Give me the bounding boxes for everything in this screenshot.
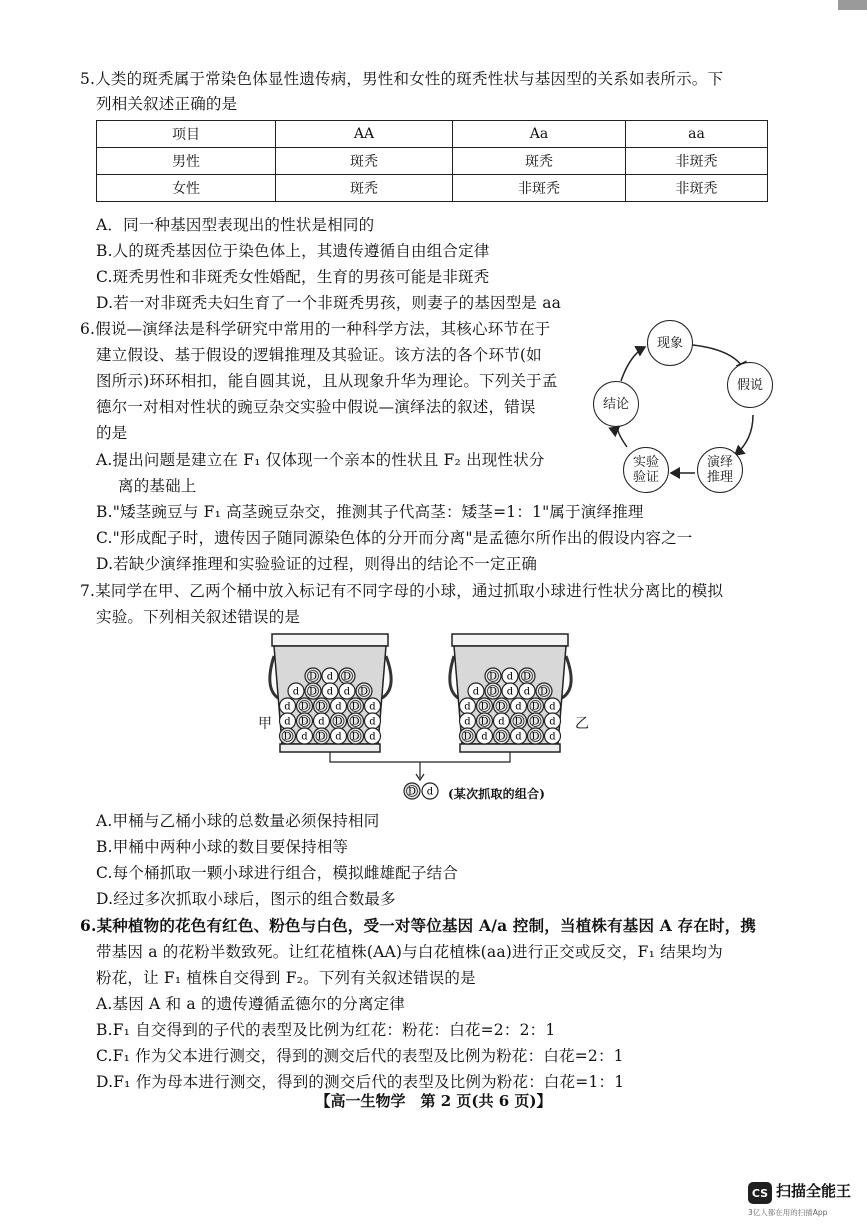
bucket-left-ball <box>331 713 347 729</box>
bucket-left-ball <box>331 698 347 714</box>
q6-option-a: A.提出问题是建立在 F₁ 仅体现一个亲本的性状且 F₂ 出现性状分 <box>96 451 545 469</box>
svg-text:d: d <box>549 716 556 728</box>
table-cell: 斑秃 <box>276 148 453 175</box>
bucket-left-ball <box>314 713 330 729</box>
bucket-right-ball <box>494 728 510 744</box>
svg-text:D: D <box>497 701 506 713</box>
svg-text:d: d <box>498 716 505 728</box>
svg-text:D: D <box>539 686 549 698</box>
svg-text:d: d <box>292 686 300 698</box>
hypothesis-deduction-cycle <box>585 315 785 495</box>
q6-stem-line1: 6.假说—演绎法是科学研究中常用的一种科学方法，其核心环节在于 <box>80 320 551 338</box>
page-footer: 【高一生物学 第 2 页(共 6 页)】 <box>315 1092 552 1110</box>
svg-text:d: d <box>301 731 308 743</box>
q8-stem-line1: 6.某种植物的花色有红色、粉色与白色，受一对等位基因 A/a 控制，当植株有基因 A 存在时，携 <box>80 916 757 935</box>
bucket-right-ball <box>511 728 527 744</box>
svg-text:D: D <box>317 701 326 713</box>
bucket-left-ball <box>348 698 364 714</box>
svg-text:D: D <box>480 701 489 713</box>
bucket-right-ball <box>528 713 544 729</box>
bucket-figure <box>250 628 590 808</box>
q8-stem-line2: 带基因 a 的花粉半数致死。让红花植株(AA)与白花植株(aa)进行正交或反交，F₁ 结果均为 <box>96 943 723 961</box>
svg-text:D: D <box>531 701 540 713</box>
svg-text:d: d <box>335 731 342 743</box>
bucket-left-ball <box>322 668 338 684</box>
table-cell: aa <box>626 121 768 148</box>
combo-ball-D <box>404 783 420 799</box>
table-row <box>97 148 768 175</box>
q7-option-a: A.甲桶与乙桶小球的总数量必须保持相同 <box>96 812 380 830</box>
svg-text:D: D <box>497 731 506 743</box>
svg-text:D: D <box>300 701 309 713</box>
bucket-right-ball <box>502 668 518 684</box>
bucket-right-ball <box>545 728 561 744</box>
table-cell: AA <box>276 121 453 148</box>
bucket-right-ball <box>485 683 501 699</box>
svg-text:d: d <box>284 716 291 728</box>
node-experiment-label: 实验验证 <box>632 455 659 485</box>
svg-text:d: d <box>515 701 522 713</box>
svg-text:D: D <box>308 686 318 698</box>
bucket-left-base <box>280 744 380 752</box>
svg-text:D: D <box>351 716 360 728</box>
q7-stem-line2: 实验。下列相关叙述错误的是 <box>96 608 301 626</box>
bucket-label-left: 甲 <box>258 716 273 732</box>
node-deduction-label: 演绎推理 <box>706 455 733 485</box>
bucket-left-ball <box>322 683 338 699</box>
bucket-drawing <box>250 628 590 808</box>
bucket-left-ball <box>280 713 296 729</box>
bucket-left-ball <box>339 668 355 684</box>
svg-text:d: d <box>284 701 291 713</box>
camscanner-tagline: 3亿人都在用的扫描App <box>748 1208 828 1217</box>
bucket-left-ball <box>365 713 381 729</box>
svg-text:d: d <box>426 786 434 798</box>
bucket-right-ball <box>468 683 484 699</box>
table-header-row <box>97 121 768 148</box>
bucket-right-ball <box>519 668 535 684</box>
svg-text:d: d <box>464 716 471 728</box>
table-cell: 斑秃 <box>453 148 626 175</box>
svg-text:D: D <box>342 671 352 683</box>
bucket-left-ball <box>305 683 321 699</box>
bucket-left-ball <box>280 728 296 744</box>
q7-option-c: C.每个桶抓取一颗小球进行组合，模拟雌雄配子结合 <box>96 864 459 882</box>
bucket-left-ball <box>356 683 372 699</box>
bucket-left-ball <box>314 698 330 714</box>
bucket-right-ball <box>494 713 510 729</box>
table-cell: 男性 <box>97 148 276 175</box>
bucket-left-ball <box>288 683 304 699</box>
q6-option-b: B."矮茎豌豆与 F₁ 高茎豌豆杂交，推测其子代高茎：矮茎=1：1"属于演绎推理 <box>96 503 644 521</box>
scan-edge <box>838 0 867 10</box>
q6-stem-line5: 的是 <box>96 424 128 442</box>
bucket-right-ball <box>528 698 544 714</box>
svg-text:d: d <box>369 731 376 743</box>
table-cell: 非斑秃 <box>626 148 768 175</box>
bucket-left-ball <box>348 713 364 729</box>
q7-option-b: B.甲桶中两种小球的数目要保持相等 <box>96 838 349 856</box>
bucket-right-ball <box>519 683 535 699</box>
svg-text:D: D <box>334 716 343 728</box>
q5-option-a: A．同一种基因型表现出的性状是相同的 <box>96 216 375 234</box>
bucket-right-ball <box>528 728 544 744</box>
svg-text:D: D <box>531 731 540 743</box>
combo-ball-d <box>422 783 438 799</box>
svg-text:d: d <box>369 716 376 728</box>
svg-text:D: D <box>351 731 360 743</box>
bucket-right-rim <box>452 634 568 646</box>
table-cell: 非斑秃 <box>453 175 626 202</box>
svg-text:D: D <box>317 731 326 743</box>
bucket-left-rim <box>272 634 388 646</box>
svg-text:D: D <box>463 731 472 743</box>
bucket-right-ball <box>460 698 476 714</box>
q6-option-d: D.若缺少演绎推理和实验验证的过程，则得出的结论不一定正确 <box>96 555 538 573</box>
bucket-right-ball <box>477 713 493 729</box>
svg-text:D: D <box>531 716 540 728</box>
bucket-left-ball <box>297 728 313 744</box>
camscanner-logo-icon: CS <box>748 1182 772 1204</box>
q6-stem-line4: 德尔一对相对性状的豌豆杂交实验中假说—演绎法的叙述，错误 <box>96 398 536 416</box>
genotype-table <box>96 120 768 202</box>
table-cell: 项目 <box>97 121 276 148</box>
bucket-left-ball <box>331 728 347 744</box>
svg-text:d: d <box>506 671 514 683</box>
svg-text:d: d <box>481 731 488 743</box>
q5-option-c: C.斑秃男性和非斑秃女性婚配，生育的男孩可能是非斑秃 <box>96 268 490 286</box>
svg-text:d: d <box>464 701 471 713</box>
svg-text:D: D <box>480 716 489 728</box>
node-hypothesis: 假说 <box>727 362 773 408</box>
bucket-right-ball <box>477 728 493 744</box>
table-cell: 非斑秃 <box>626 175 768 202</box>
svg-text:D: D <box>351 701 360 713</box>
bucket-left-ball <box>305 668 321 684</box>
svg-text:d: d <box>326 671 334 683</box>
svg-text:d: d <box>326 686 334 698</box>
node-conclusion: 结论 <box>593 381 639 427</box>
svg-text:d: d <box>472 686 480 698</box>
camscanner-name: 扫描全能王 <box>776 1182 852 1200</box>
svg-text:D: D <box>514 716 523 728</box>
q7-stem-line1: 7.某同学在甲、乙两个桶中放入标记有不同字母的小球，通过抓取小球进行性状分离比的模拟 <box>80 582 724 600</box>
svg-text:d: d <box>343 686 351 698</box>
svg-text:D: D <box>488 686 498 698</box>
svg-text:D: D <box>522 671 532 683</box>
q5-option-b: B.人的斑秃基因位于染色体上，其遗传遵循自由组合定律 <box>96 242 490 260</box>
q6-stem-line2: 建立假设、基于假设的逻辑推理及其验证。该方法的各个环节(如 <box>96 346 542 364</box>
bucket-right-ball <box>477 698 493 714</box>
bucket-right-ball <box>536 683 552 699</box>
q7-option-d: D.经过多次抓取小球后，图示的组合数最多 <box>96 890 396 908</box>
q6-stem-line3: 图所示)环环相扣，能自圆其说，且从现象升华为理论。下列关于孟 <box>96 372 558 390</box>
bucket-left-ball <box>365 698 381 714</box>
q5-stem-line2: 列相关叙述正确的是 <box>96 95 238 113</box>
bucket-right-ball <box>511 713 527 729</box>
svg-text:D: D <box>488 671 498 683</box>
bucket-left-ball <box>280 698 296 714</box>
bucket-label-right: 乙 <box>575 716 590 732</box>
bucket-left-ball <box>297 698 313 714</box>
svg-text:d: d <box>523 686 531 698</box>
q6-option-c: C."形成配子时，遗传因子随同源染色体的分开而分离"是孟德尔所作出的假设内容之一 <box>96 529 693 547</box>
svg-text:d: d <box>515 731 522 743</box>
bucket-left-ball <box>314 728 330 744</box>
svg-text:D: D <box>359 686 369 698</box>
q8-option-c: C.F₁ 作为父本进行测交，得到的测交后代的表型及比例为粉花：白花=2：1 <box>96 1047 624 1065</box>
bucket-right-ball <box>545 713 561 729</box>
q5-option-d: D.若一对非斑秃夫妇生育了一个非斑秃男孩，则妻子的基因型是 aa <box>96 294 562 312</box>
node-phenomenon: 现象 <box>647 320 693 366</box>
bucket-right-base <box>460 744 560 752</box>
svg-text:d: d <box>549 731 556 743</box>
bucket-left-ball <box>365 728 381 744</box>
table-row <box>97 175 768 202</box>
svg-text:d: d <box>318 716 325 728</box>
bucket-right-ball <box>545 698 561 714</box>
svg-text:D: D <box>407 786 417 798</box>
svg-text:D: D <box>308 671 318 683</box>
bucket-right-ball <box>460 713 476 729</box>
q8-option-a: A.基因 A 和 a 的遗传遵循孟德尔的分离定律 <box>96 995 406 1013</box>
q8-option-b: B.F₁ 自交得到的子代的表型及比例为红花：粉花：白花=2：2：1 <box>96 1021 556 1039</box>
svg-text:d: d <box>335 701 342 713</box>
q8-stem-line3: 粉花，让 F₁ 植株自交得到 F₂。下列有关叙述错误的是 <box>96 969 476 987</box>
bucket-right-ball <box>511 698 527 714</box>
bucket-right-ball <box>460 728 476 744</box>
q6-option-a-cont: 离的基础上 <box>118 477 197 495</box>
connector-line <box>330 752 510 762</box>
bucket-right-ball <box>502 683 518 699</box>
svg-text:D: D <box>283 731 292 743</box>
bucket-right-ball <box>494 698 510 714</box>
node-experiment <box>623 447 669 493</box>
q8-option-d: D.F₁ 作为母本进行测交，得到的测交后代的表型及比例为粉花：白花=1：1 <box>96 1073 625 1091</box>
bucket-left-ball <box>348 728 364 744</box>
svg-text:d: d <box>506 686 514 698</box>
svg-text:d: d <box>549 701 556 713</box>
q5-stem-line1: 5.人类的斑秃属于常染色体显性遗传病，男性和女性的斑秃性状与基因型的关系如表所示。下 <box>80 70 724 88</box>
table-cell: Aa <box>453 121 626 148</box>
node-deduction <box>697 447 743 493</box>
table-cell: 女性 <box>97 175 276 202</box>
bucket-right-ball <box>485 668 501 684</box>
svg-text:D: D <box>300 716 309 728</box>
table-cell: 斑秃 <box>276 175 453 202</box>
svg-text:d: d <box>369 701 376 713</box>
bucket-left-ball <box>297 713 313 729</box>
bucket-left-ball <box>339 683 355 699</box>
combo-caption: (某次抓取的组合) <box>448 787 546 801</box>
